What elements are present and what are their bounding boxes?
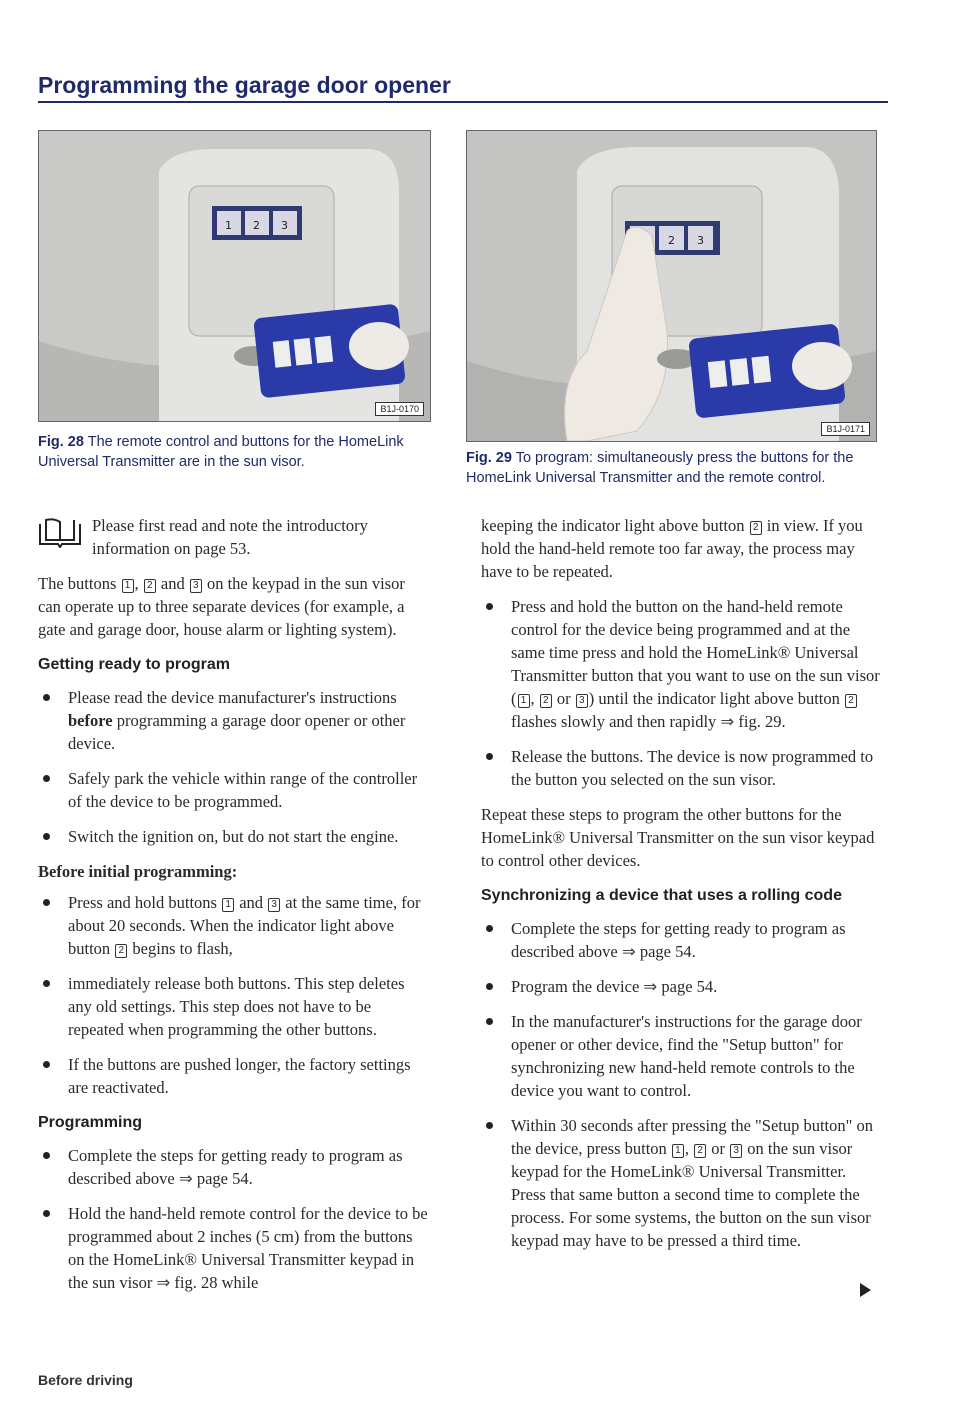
list-item: In the manufacturer's instructions for the garage door opener or other device, find the "Setup button" for synchronizing new hand-held remote controls to the device you want to control.: [481, 1010, 881, 1102]
programming-heading: Programming: [38, 1114, 143, 1131]
list-item: Complete the steps for getting ready to program as described above ⇒ page 54.: [481, 917, 881, 963]
intro-paragraph: The buttons 1 , 2 and 3 on the keypad in the sun visor can operate up to three separate devices (for example, a gate and garage door, house alarm or lighting system).: [38, 574, 405, 639]
figure-code: B1J-0170: [375, 402, 424, 416]
key-2: 2: [253, 219, 260, 232]
figure-number: Fig. 29: [466, 450, 512, 466]
list-item: Program the device ⇒ page 54.: [481, 975, 881, 998]
figure-code: B1J-0171: [821, 422, 870, 436]
programming-illustration: [467, 131, 876, 441]
key-3: 3: [281, 219, 288, 232]
page-link[interactable]: page 54.: [196, 1169, 253, 1188]
page-link[interactable]: page 54.: [639, 942, 696, 961]
figure-caption-text: The remote control and buttons for the HomeLink Universal Transmitter are in the sun visor.: [38, 434, 404, 470]
list-item: Hold the hand-held remote control for the device to be programmed about 2 inches (5 cm) from the buttons on the HomeLink® Universal Transmitter keypad in the sun visor ⇒ fig. 28 while: [38, 1202, 428, 1294]
list-item: Please read the device manufacturer's instructions before programming a garage door opener or other device.: [38, 686, 428, 755]
list-item: Within 30 seconds after pressing the "Setup button" on the device, press button 1 , 2 or 3 on the sun visor keypad for the HomeLink® Universal Transmitter. Press that same button a second time to complete the process. For some systems, the button on the sun visor keypad may have to be pressed a third time.: [481, 1114, 881, 1252]
list-item: Complete the steps for getting ready to program as described above ⇒ page 54.: [38, 1144, 428, 1190]
figure-29-image: [466, 130, 877, 442]
sun-visor-illustration: [39, 131, 430, 421]
figure-caption-text: To program: simultaneously press the buttons for the HomeLink Universal Transmitter and the remote control.: [466, 450, 854, 486]
continue-arrow-icon: [860, 1283, 871, 1297]
header-rule: [38, 101, 888, 103]
repeat-paragraph: Repeat these steps to program the other buttons for the HomeLink® Universal Transmitter on the sun visor keypad to control other devices.: [481, 805, 875, 870]
page-link[interactable]: page 54.: [661, 977, 718, 996]
list-item: immediately release both buttons. This step deletes any old settings. This step does not have to be repeated when programming the other buttons.: [38, 972, 428, 1041]
list-item: Safely park the vehicle within range of the controller of the device to be programmed.: [38, 767, 428, 813]
list-item: Release the buttons. The device is now programmed to the button you selected on the sun visor.: [481, 745, 881, 791]
key-1: 1: [225, 219, 232, 232]
list-item: Press and hold the button on the hand-held remote control for the device being programmed and at the same time press and hold the HomeLink® Universal Transmitter button that you want to use on the sun visor ( 1 , 2 or 3 ) until the indicator light above button 2 flashes slowly and then rapidly ⇒ fig. 29.: [481, 595, 881, 733]
list-item: If the buttons are pushed longer, the factory settings are reactivated.: [38, 1053, 428, 1099]
list-item: Press and hold buttons 1 and 3 at the same time, for about 20 seconds. When the indicator light above button 2 begins to flash,: [38, 891, 428, 960]
key-2: 2: [668, 234, 675, 247]
figure-number: Fig. 28: [38, 434, 84, 450]
list-item: Switch the ignition on, but do not start the engine.: [38, 825, 428, 848]
left-column: [38, 514, 428, 1306]
getting-ready-heading: Getting ready to program: [38, 656, 231, 673]
arrow-ref-icon: ⇒: [643, 977, 658, 996]
footer-section-name: Before driving: [38, 1372, 133, 1388]
before-initial-heading: Before initial programming:: [38, 862, 238, 881]
figure-28-image: [38, 130, 431, 422]
arrow-ref-icon: ⇒: [156, 1273, 171, 1292]
arrow-ref-icon: ⇒: [178, 1169, 193, 1188]
right-column: [481, 514, 881, 1264]
sync-heading: Synchronizing a device that uses a rolling code: [481, 887, 842, 904]
figure-28-caption: [38, 432, 438, 472]
key-3: 3: [697, 234, 704, 247]
figure-link[interactable]: fig. 28 while: [174, 1273, 259, 1292]
arrow-ref-icon: ⇒: [720, 712, 735, 731]
figure-29-caption: [466, 448, 876, 488]
continued-paragraph: keeping the indicator light above button 2 in view. If you hold the hand-held remote too far away, the process may have to be repeated.: [481, 516, 863, 581]
page-title: Programming the garage door opener: [38, 72, 451, 98]
figure-link[interactable]: fig. 29.: [738, 712, 786, 731]
arrow-ref-icon: ⇒: [621, 942, 636, 961]
note-paragraph: Please first read and note the introductory information on page 53.: [92, 516, 368, 558]
